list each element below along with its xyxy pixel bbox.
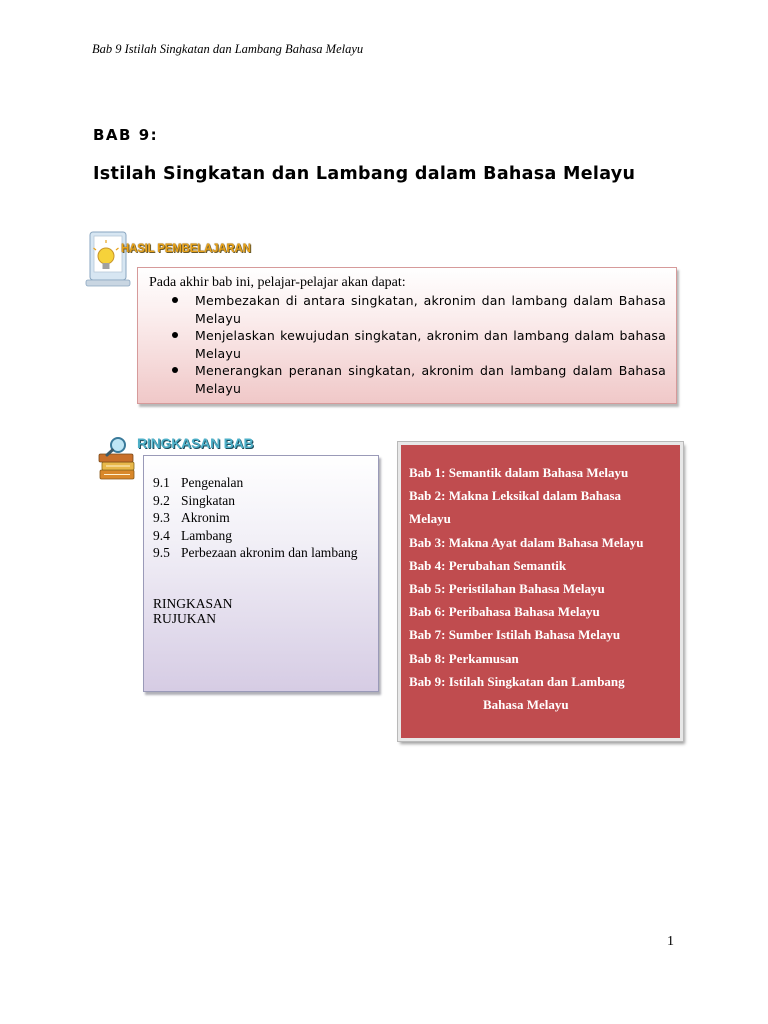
chapters-list <box>409 461 644 716</box>
summary-section-ringkasan: RINGKASAN <box>153 596 233 611</box>
running-header: Bab 9 Istilah Singkatan dan Lambang Bahasa Melayu <box>92 42 364 56</box>
toc-number: 9.3 <box>153 510 170 525</box>
chapter-list-item: Bab 6: Peribahasa Bahasa Melayu <box>409 604 600 620</box>
chapter-list-item: Bab 7: Sumber Istilah Bahasa Melayu <box>409 627 621 643</box>
chapter-list-item: Bahasa Melayu <box>483 697 569 713</box>
chapters-list-box <box>398 442 683 741</box>
toc-label: Singkatan <box>181 492 235 508</box>
toc-label: Pengenalan <box>181 475 244 490</box>
list-item <box>138 327 678 362</box>
list-item <box>138 362 678 397</box>
learning-outcome-text: Menjelaskan kewujudan singkatan, akronim dan lambang dalam bahasa Melayu <box>195 328 666 361</box>
toc-item <box>153 509 358 527</box>
learning-outcome-text: Membezakan di antara singkatan, akronim dan lambang dalam Bahasa Melayu <box>195 293 666 326</box>
toc-label: Akronim <box>181 510 230 525</box>
lightbulb-monitor-icon <box>84 226 134 292</box>
toc-number: 9.5 <box>153 545 170 560</box>
learning-outcome-text: Menerangkan peranan singkatan, akronim dan lambang dalam Bahasa Melayu <box>195 363 666 396</box>
chapter-summary-label: RINGKASAN BAB <box>137 435 254 451</box>
toc-label: Perbezaan akronim dan lambang <box>181 545 358 560</box>
chapter-list-item: Bab 1: Semantik dalam Bahasa Melayu <box>409 465 629 480</box>
learning-outcomes-box <box>137 267 677 404</box>
bullet-icon <box>172 297 178 303</box>
chapter-list-item: Bab 9: Istilah Singkatan dan Lambang <box>409 673 625 689</box>
learning-outcomes-intro: Pada akhir bab ini, pelajar-pelajar akan dapat: <box>149 275 406 290</box>
chapter-toc <box>153 474 358 562</box>
list-item <box>138 292 678 327</box>
toc-number: 9.2 <box>153 492 170 508</box>
toc-item <box>153 544 358 562</box>
summary-extra <box>153 596 233 626</box>
toc-item <box>153 474 358 492</box>
chapter-list-item: Melayu <box>409 511 451 527</box>
toc-number: 9.1 <box>153 475 170 490</box>
toc-item <box>153 492 358 510</box>
toc-label: Lambang <box>181 527 232 543</box>
page-number: 1 <box>667 934 674 949</box>
summary-section-rujukan: RUJUKAN <box>153 611 217 626</box>
chapter-list-item: Bab 3: Makna Ayat dalam Bahasa Melayu <box>409 534 644 550</box>
chapter-list-item: Bab 5: Peristilahan Bahasa Melayu <box>409 581 605 597</box>
chapter-number: BAB 9: <box>93 126 159 144</box>
learning-outcomes-list <box>138 292 678 397</box>
chapter-summary-box <box>143 455 379 692</box>
chapter-list-item: Bab 4: Perubahan Semantik <box>409 557 567 573</box>
books-magnifier-icon <box>96 434 142 486</box>
bullet-icon <box>172 367 178 373</box>
toc-number: 9.4 <box>153 527 170 543</box>
toc-item <box>153 527 358 545</box>
chapter-list-item: Bab 8: Perkamusan <box>409 650 519 666</box>
chapter-title: Istilah Singkatan dan Lambang dalam Bahasa Melayu <box>93 164 636 184</box>
bullet-icon <box>172 332 178 338</box>
chapter-list-item: Bab 2: Makna Leksikal dalam Bahasa <box>409 488 622 504</box>
learning-outcomes-label: HASIL PEMBELAJARAN <box>121 243 251 255</box>
